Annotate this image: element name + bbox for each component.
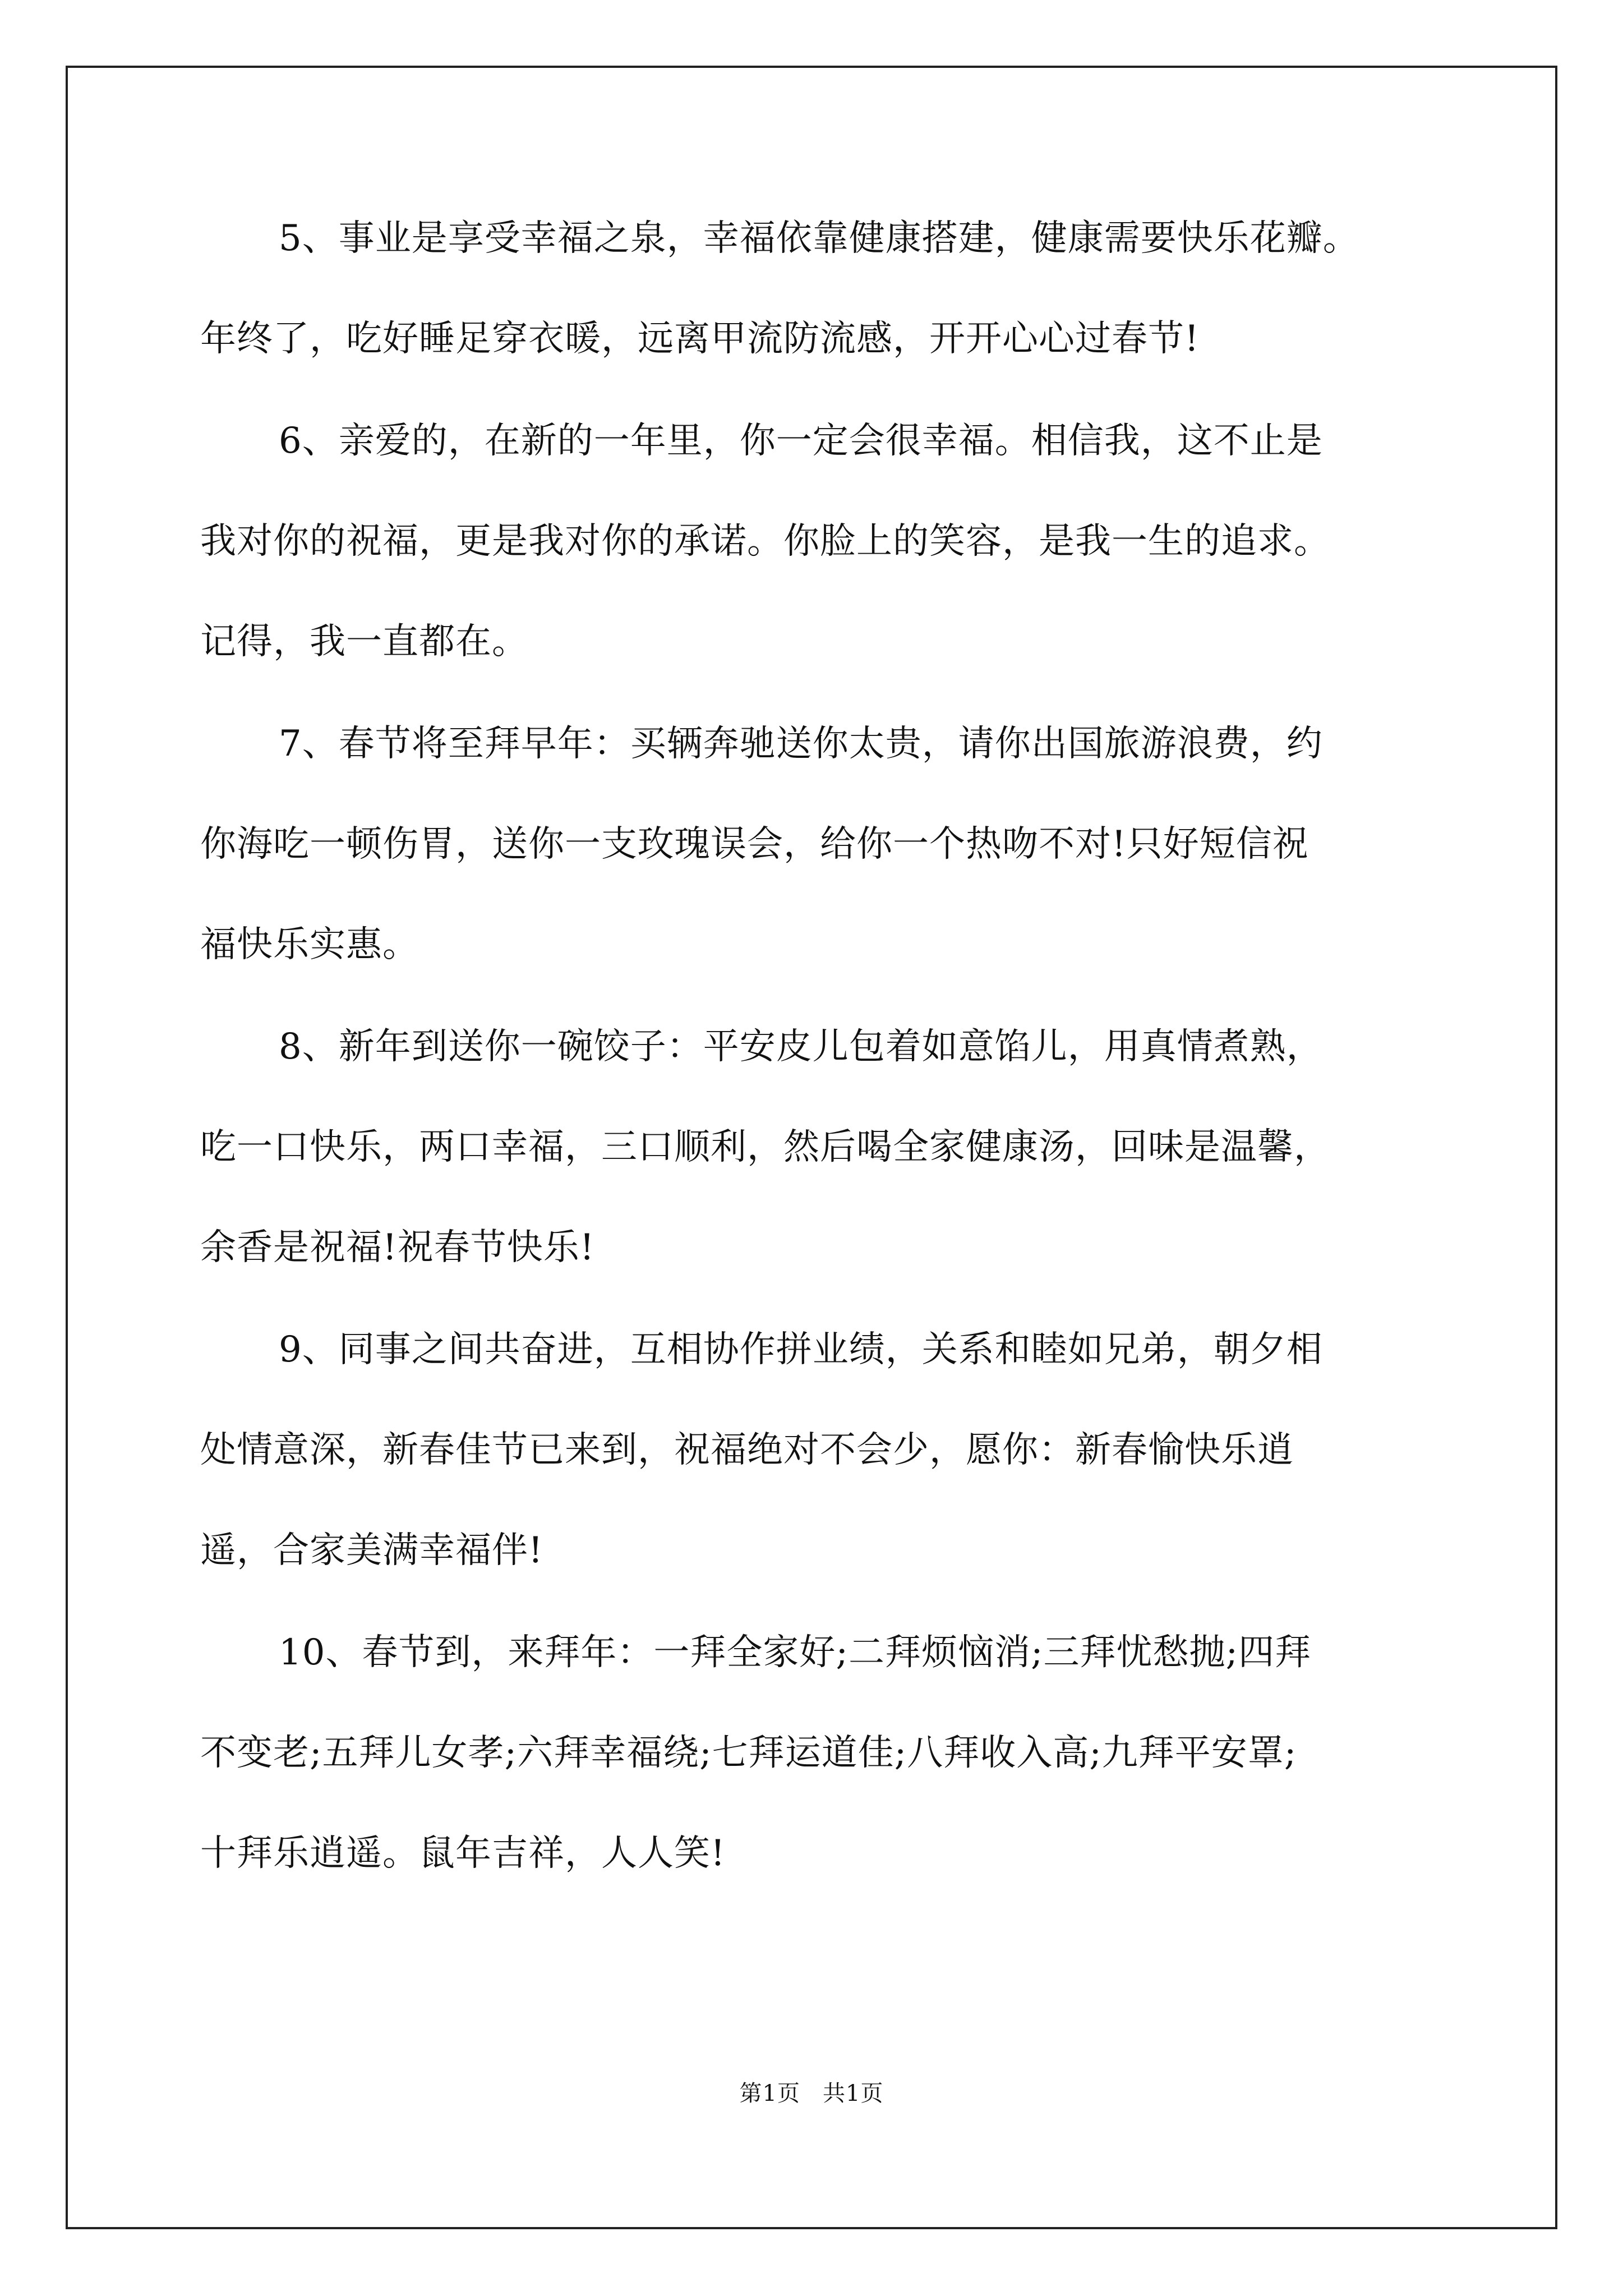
paragraph-8	[200, 1026, 1445, 1331]
paragraph-line: 吃一口快乐，两口幸福，三口顺利，然后喝全家健康汤，回味是温馨，	[200, 1126, 1330, 1168]
paragraph-line: 10、春节到，来拜年：一拜全家好;二拜烦恼消;三拜忧愁抛;四拜	[279, 1632, 1312, 1673]
paragraph-line: 5、事业是享受幸福之泉，幸福依靠健康搭建，健康需要快乐花瓣。	[279, 218, 1359, 259]
paragraph-line: 处情意深，新春佳节已来到，祝福绝对不会少，愿你：新春愉快乐逍	[200, 1429, 1294, 1471]
paragraph-10	[200, 1632, 1445, 1937]
paragraph-line: 余香是祝福!祝春节快乐!	[200, 1227, 595, 1268]
page-footer	[0, 2076, 1623, 2108]
page-number: 第1页	[739, 2081, 800, 2106]
paragraph-line: 年终了，吃好睡足穿衣暖，远离甲流防流感，开开心心过春节!	[200, 318, 1200, 360]
paragraph-line: 不变老;五拜儿女孝;六拜幸福绕;七拜运道佳;八拜收入高;九拜平安罩;	[200, 1732, 1297, 1774]
paragraph-line: 福快乐实惠。	[200, 924, 419, 965]
paragraph-7	[200, 723, 1445, 1028]
paragraph-9	[200, 1329, 1445, 1634]
paragraph-line: 7、春节将至拜早年：买辆奔驰送你太贵，请你出国旅游浪费，约	[279, 723, 1323, 765]
paragraph-line: 我对你的祝福，更是我对你的承诺。你脸上的笑容，是我一生的追求。	[200, 521, 1330, 562]
paragraph-line: 6、亲爱的，在新的一年里，你一定会很幸福。相信我，这不止是	[279, 420, 1323, 462]
paragraph-line: 8、新年到送你一碗饺子：平安皮儿包着如意馅儿，用真情煮熟，	[279, 1026, 1323, 1068]
paragraph-6	[200, 420, 1445, 725]
document-body	[200, 218, 1445, 1939]
paragraph-line: 遥，合家美满幸福伴!	[200, 1530, 543, 1571]
paragraph-line: 记得，我一直都在。	[200, 621, 528, 662]
paragraph-line: 9、同事之间共奋进，互相协作拼业绩，关系和睦如兄弟，朝夕相	[279, 1329, 1323, 1370]
paragraph-line: 你海吃一顿伤胃，送你一支玫瑰误会，给你一个热吻不对!只好短信祝	[200, 823, 1309, 865]
page-total: 共1页	[823, 2081, 884, 2106]
paragraph-line: 十拜乐逍遥。鼠年吉祥，人人笑!	[200, 1833, 726, 1874]
paragraph-5	[200, 218, 1445, 422]
